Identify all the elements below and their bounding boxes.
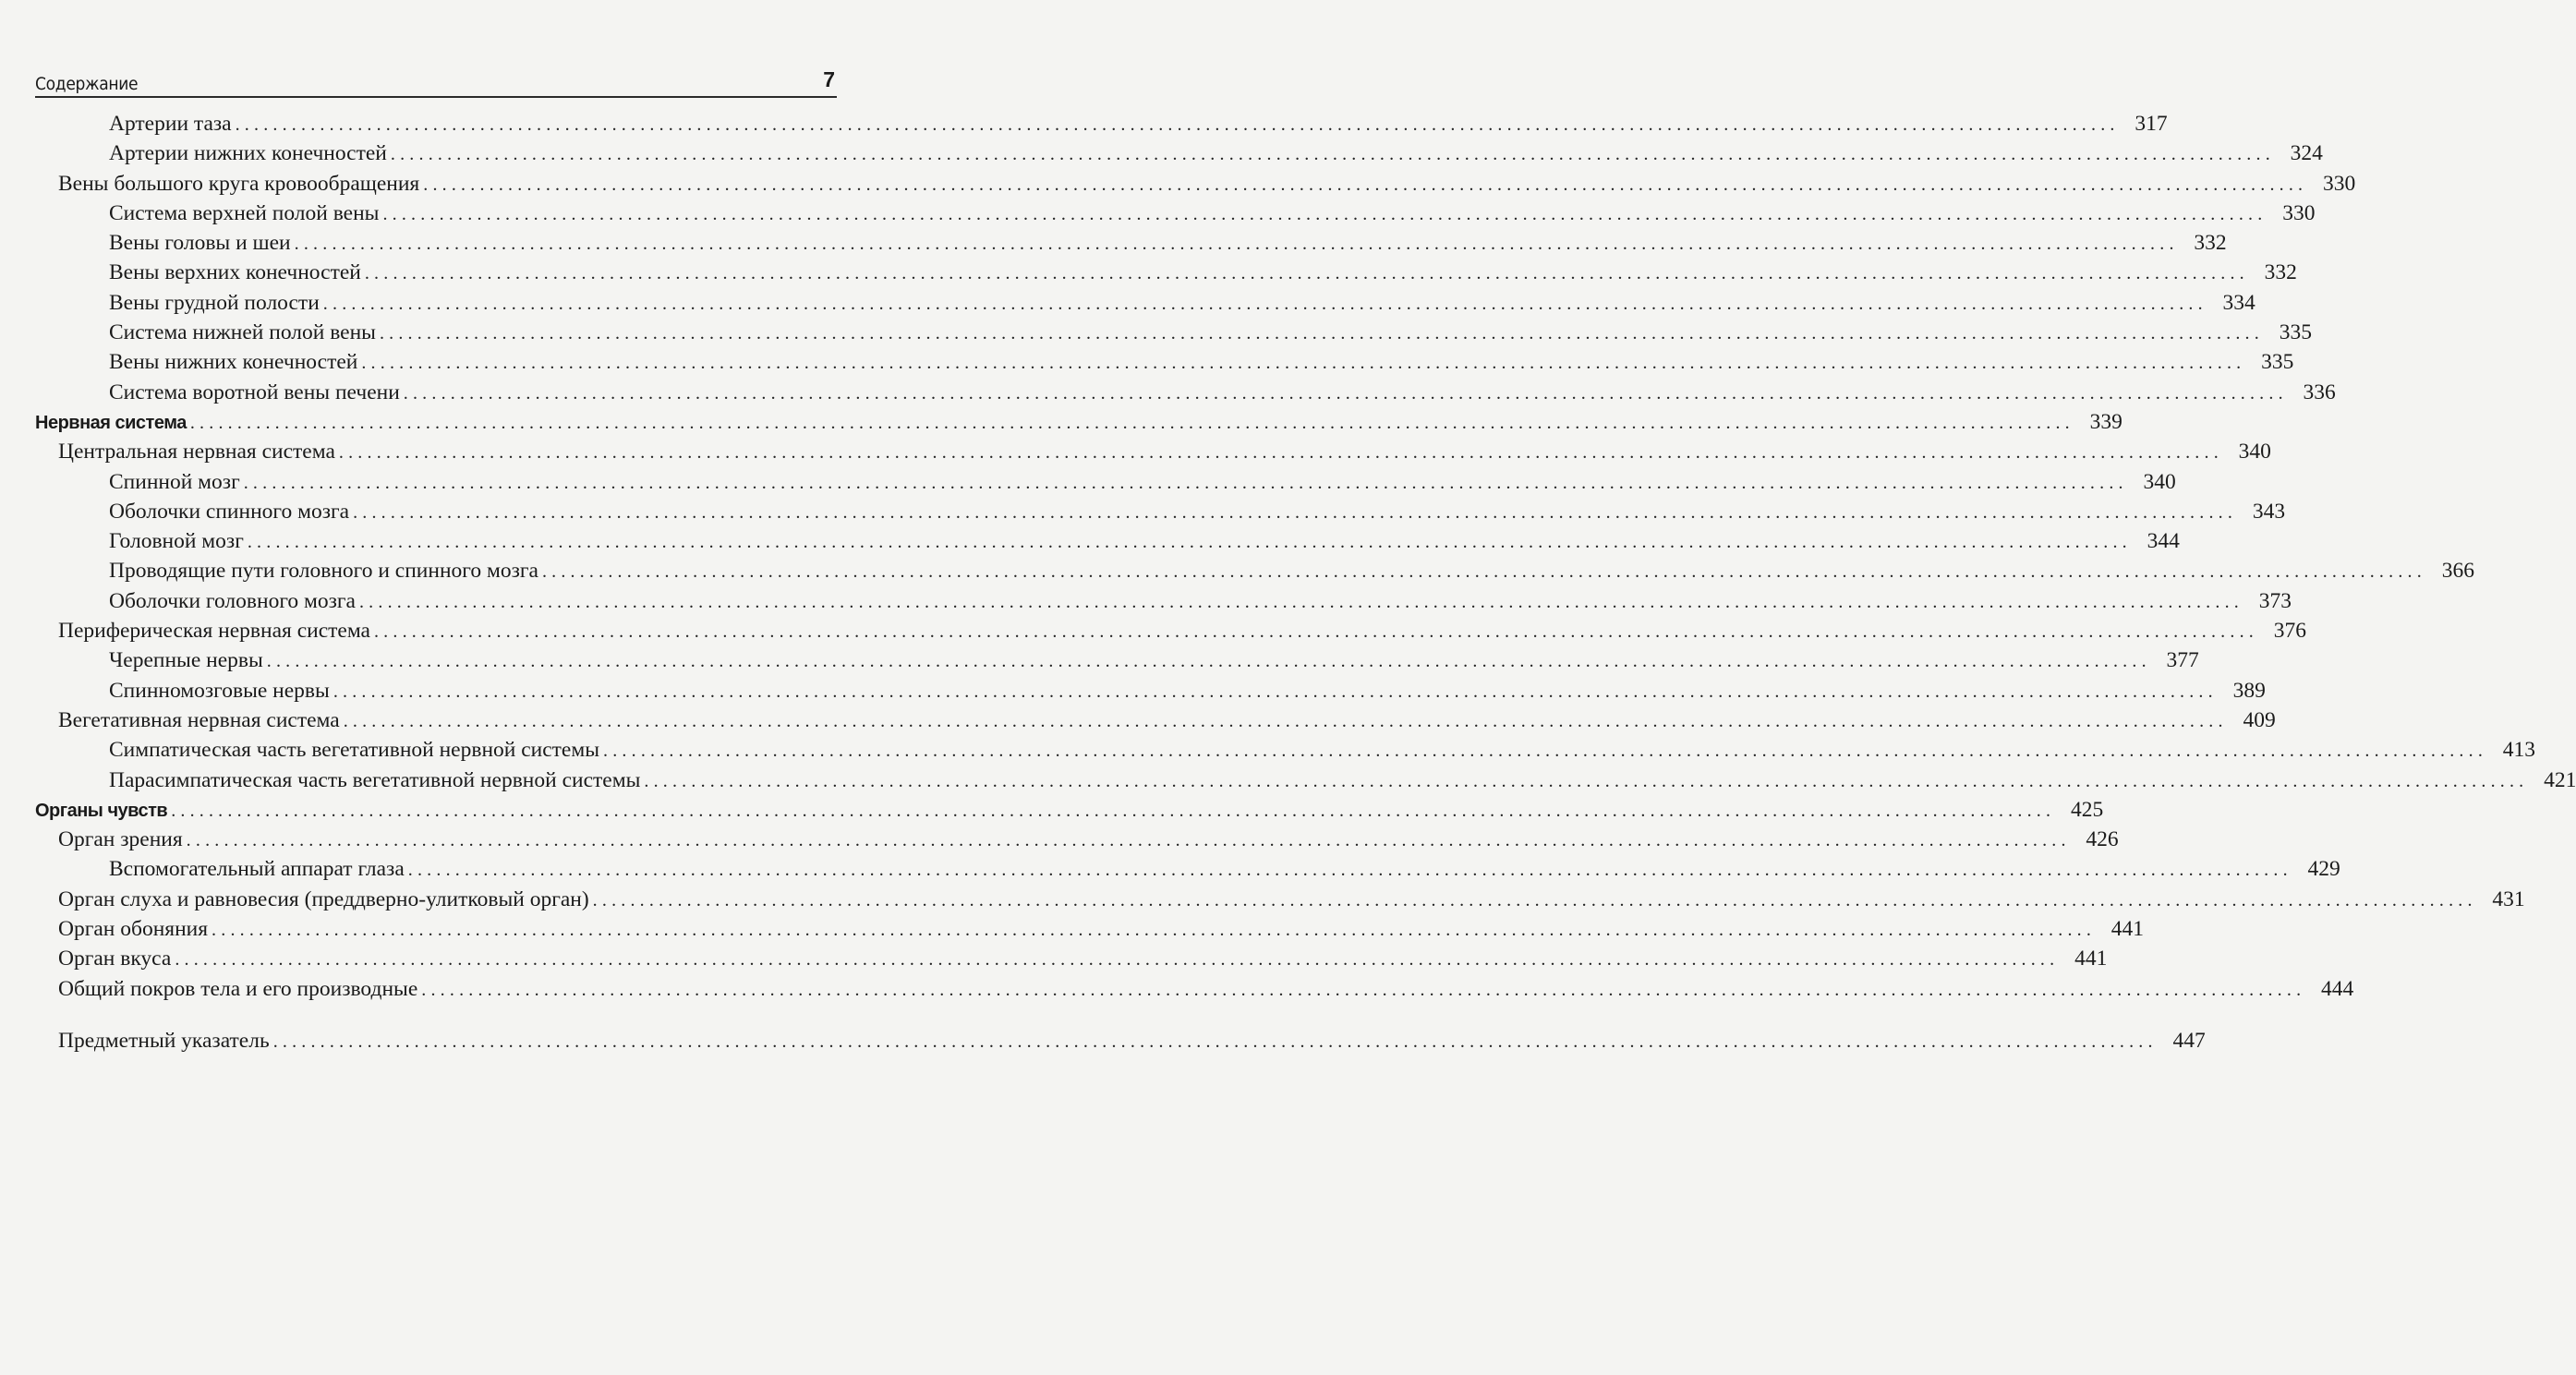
dot-leader: ........................................................................................................................................................................................................ xyxy=(361,353,2246,374)
toc-entry-page: 441 xyxy=(2074,947,2108,971)
toc-entry-title: Вспомогательный аппарат глаза xyxy=(109,857,405,882)
toc-entry-title: Вены верхних конечностей xyxy=(109,260,361,285)
toc-entry[interactable] xyxy=(35,260,2297,290)
dot-leader: ........................................................................................................................................................................................................ xyxy=(333,681,2218,702)
toc-entry-title: Система верхней полой вены xyxy=(109,200,380,225)
dot-leader: ........................................................................................................................................................................................................ xyxy=(644,770,2529,791)
dot-leader: ........................................................................................................................................................................................................ xyxy=(541,561,2426,583)
dot-leader: ........................................................................................................................................................................................................ xyxy=(364,263,2249,284)
toc-entry-title: Система нижней полой вены xyxy=(109,320,376,345)
toc-entry-page: 332 xyxy=(2264,260,2297,285)
toc-entry-page: 377 xyxy=(2166,648,2199,673)
toc-entry-title: Вены грудной полости xyxy=(109,290,320,315)
dot-leader: ........................................................................................................................................................................................................ xyxy=(294,234,2179,255)
toc-entry-title: Черепные нервы xyxy=(109,648,263,673)
toc-entry[interactable] xyxy=(35,678,2266,708)
toc-entry[interactable] xyxy=(35,619,2306,648)
toc-entry-title: Вены большого круга кровообращения xyxy=(58,171,420,196)
toc-entry[interactable] xyxy=(35,380,2336,410)
toc-entry[interactable] xyxy=(35,141,2323,171)
dot-leader: ........................................................................................................................................................................................................ xyxy=(247,532,2132,553)
toc-entry-page: 444 xyxy=(2321,976,2354,1001)
dot-leader: ........................................................................................................................................................................................................ xyxy=(353,501,2238,523)
toc-entry-page: 426 xyxy=(2086,827,2119,852)
toc-entry-title: Нервная система xyxy=(35,412,187,433)
toc-entry-title: Спинномозговые нервы xyxy=(109,678,330,703)
dot-leader: ........................................................................................................................................................................................................ xyxy=(175,949,2060,971)
toc-entry-page: 413 xyxy=(2502,738,2536,763)
toc-entry-page: 332 xyxy=(2194,231,2227,256)
dot-leader: ........................................................................................................................................................................................................ xyxy=(603,741,2488,762)
toc-entry[interactable] xyxy=(35,917,2145,947)
dot-leader: ........................................................................................................................................................................................................ xyxy=(171,800,2056,821)
dot-leader: ........................................................................................................................................................................................................ xyxy=(272,1031,2158,1052)
toc-entry[interactable] xyxy=(35,409,2122,440)
dot-leader: ........................................................................................................................................................................................................ xyxy=(186,830,2071,851)
toc-entry[interactable] xyxy=(35,529,2180,559)
toc-entry[interactable] xyxy=(35,1028,2206,1058)
toc-entry[interactable] xyxy=(35,112,2168,141)
toc-entry-page: 431 xyxy=(2492,887,2525,911)
toc-entry-page: 343 xyxy=(2252,499,2286,524)
toc-entry-title: Орган слуха и равновесия (преддверно-улитковый орган) xyxy=(58,887,589,911)
toc-entry-title: Центральная нервная система xyxy=(58,440,335,464)
dot-leader: ........................................................................................................................................................................................................ xyxy=(343,710,2228,731)
toc-entry-title: Артерии таза xyxy=(109,112,232,136)
dot-leader: ........................................................................................................................................................................................................ xyxy=(322,293,2207,314)
toc-entry-title: Симпатическая часть вегетативной нервной системы xyxy=(109,738,600,763)
toc-entry-title: Головной мозг xyxy=(109,529,244,554)
toc-entry[interactable] xyxy=(35,200,2316,231)
toc-entry[interactable] xyxy=(35,559,2474,588)
toc-entry-title: Орган вкуса xyxy=(58,947,172,971)
toc-entry-page: 389 xyxy=(2232,678,2266,703)
dot-leader: ........................................................................................................................................................................................................ xyxy=(266,651,2151,672)
dot-leader: ........................................................................................................................................................................................................ xyxy=(212,920,2097,941)
toc-entry[interactable] xyxy=(35,887,2525,917)
toc-entry-page: 340 xyxy=(2238,440,2271,464)
toc-entry[interactable] xyxy=(35,320,2312,350)
dot-leader: ........................................................................................................................................................................................................ xyxy=(592,889,2477,911)
toc-entry-page: 366 xyxy=(2441,559,2474,584)
dot-leader: ........................................................................................................................................................................................................ xyxy=(390,144,2275,165)
toc-entry-title: Вегетативная нервная система xyxy=(58,707,340,732)
toc-entry-title: Проводящие пути головного и спинного мозга xyxy=(109,559,538,584)
toc-entry[interactable] xyxy=(35,440,2271,469)
toc-entry[interactable] xyxy=(35,707,2276,738)
dot-leader: ........................................................................................................................................................................................................ xyxy=(243,472,2128,493)
dot-leader: ........................................................................................................................................................................................................ xyxy=(382,203,2268,224)
toc-entry-title: Система воротной вены печени xyxy=(109,380,400,404)
running-header xyxy=(35,66,837,98)
toc-entry-page: 339 xyxy=(2089,409,2122,434)
dot-leader: ........................................................................................................................................................................................................ xyxy=(379,323,2264,344)
toc-entry[interactable] xyxy=(35,827,2119,857)
table-of-contents xyxy=(35,112,2576,1058)
toc-entry-title: Парасимпатическая часть вегетативной нервной системы xyxy=(109,767,641,792)
toc-entry-page: 425 xyxy=(2070,797,2104,822)
toc-entry[interactable] xyxy=(35,290,2256,320)
toc-entry[interactable] xyxy=(35,469,2176,500)
toc-entry-page: 335 xyxy=(2279,320,2312,345)
toc-entry-title: Периферическая нервная система xyxy=(58,619,370,644)
dot-leader: ........................................................................................................................................................................................................ xyxy=(358,591,2243,612)
toc-entry[interactable] xyxy=(35,976,2354,1007)
toc-entry-title: Артерии нижних конечностей xyxy=(109,141,387,166)
toc-entry[interactable] xyxy=(35,499,2286,529)
toc-entry-title: Предметный указатель xyxy=(58,1028,270,1053)
toc-entry-title: Орган зрения xyxy=(58,827,183,852)
toc-entry-title: Оболочки головного мозга xyxy=(109,588,356,613)
dot-leader: ........................................................................................................................................................................................................ xyxy=(403,382,2288,404)
toc-entry-title: Общий покров тела и его производные xyxy=(58,976,418,1001)
toc-entry-page: 340 xyxy=(2143,469,2176,494)
toc-entry[interactable] xyxy=(35,648,2199,678)
dot-leader: ........................................................................................................................................................................................................ xyxy=(189,412,2074,433)
dot-leader: ........................................................................................................................................................................................................ xyxy=(407,860,2292,881)
toc-entry[interactable] xyxy=(35,947,2108,976)
toc-entry-title: Вены нижних конечностей xyxy=(109,350,358,375)
toc-entry-page: 447 xyxy=(2172,1028,2206,1053)
toc-entry[interactable] xyxy=(35,231,2227,260)
toc-entry[interactable] xyxy=(35,797,2104,827)
dot-leader: ........................................................................................................................................................................................................ xyxy=(423,174,2308,195)
toc-entry[interactable] xyxy=(35,588,2292,619)
toc-entry-page: 330 xyxy=(2282,200,2316,225)
toc-entry-page: 334 xyxy=(2222,290,2256,315)
toc-entry-title: Вены головы и шеи xyxy=(109,231,291,256)
toc-entry-title: Органы чувств xyxy=(35,800,168,821)
toc-entry[interactable] xyxy=(35,857,2340,887)
toc-entry[interactable] xyxy=(35,171,2356,201)
toc-entry[interactable] xyxy=(35,767,2576,798)
header-title: Содержание xyxy=(35,74,139,94)
toc-entry[interactable] xyxy=(35,738,2536,767)
toc-entry-page: 441 xyxy=(2110,917,2145,942)
toc-entry-page: 324 xyxy=(2290,141,2323,166)
toc-entry-page: 376 xyxy=(2273,619,2306,644)
toc-entry-title: Оболочки спинного мозга xyxy=(109,499,350,524)
toc-entry[interactable] xyxy=(35,350,2294,380)
toc-entry-page: 429 xyxy=(2307,857,2340,882)
dot-leader: ........................................................................................................................................................................................................ xyxy=(373,621,2258,643)
toc-entry-page: 421 xyxy=(2544,767,2576,792)
toc-entry-page: 344 xyxy=(2147,529,2180,554)
toc-entry-title: Спинной мозг xyxy=(109,469,240,494)
toc-entry-page: 335 xyxy=(2261,350,2294,375)
toc-entry-page: 336 xyxy=(2303,380,2336,404)
dot-leader: ........................................................................................................................................................................................................ xyxy=(421,979,2306,1000)
page-number: 7 xyxy=(823,67,835,91)
toc-entry-page: 373 xyxy=(2258,588,2292,613)
dot-leader: ........................................................................................................................................................................................................ xyxy=(338,442,2223,464)
toc-entry-page: 330 xyxy=(2323,171,2356,196)
toc-entry-page: 317 xyxy=(2135,112,2168,136)
toc-entry-title: Орган обоняния xyxy=(58,917,209,942)
dot-leader: ........................................................................................................................................................................................................ xyxy=(235,115,2120,135)
toc-entry-page: 409 xyxy=(2243,707,2276,732)
